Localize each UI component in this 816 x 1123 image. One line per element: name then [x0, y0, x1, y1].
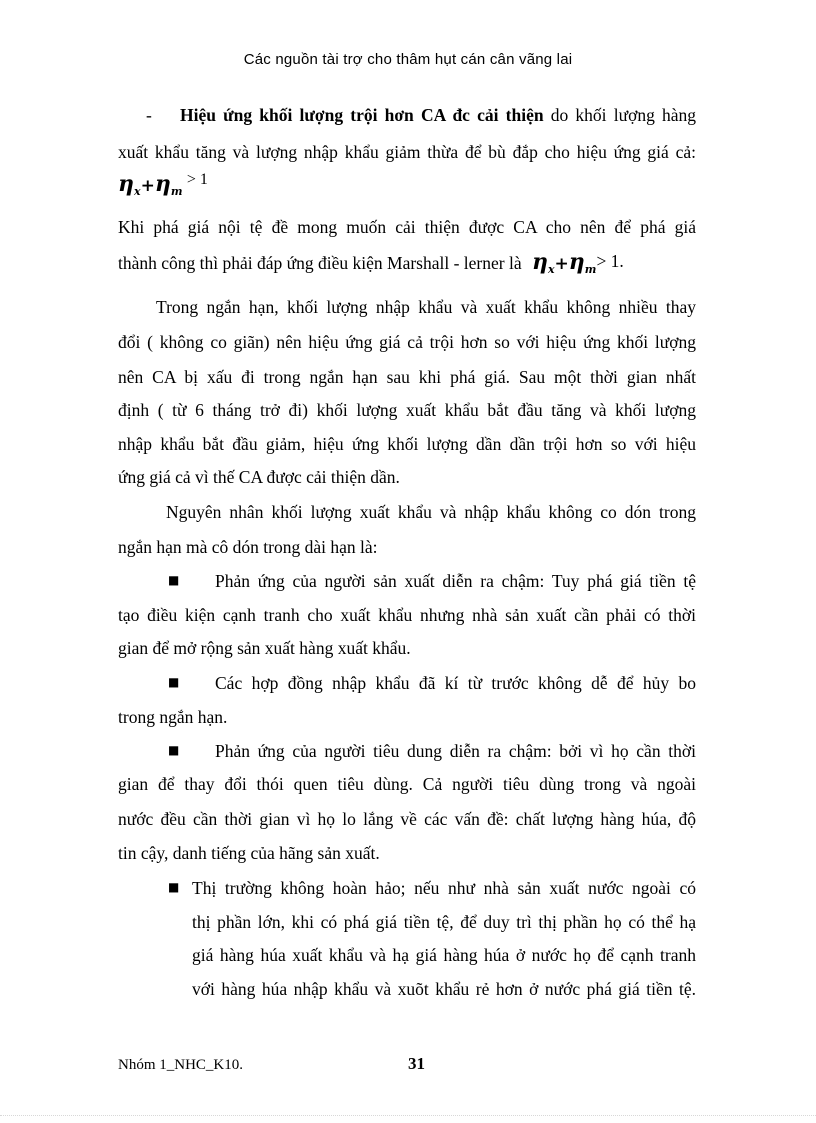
para3-line: đổi ( không co giãn) nên hiệu ứng giá cả trội hơn so với hiệu ứng khối lượng	[118, 332, 696, 352]
para1-bold-phrase: Hiệu ứng khối lượng trội hơn CA đc cải thiện	[180, 105, 544, 125]
bullet4-line: thị phần lớn, khi có phá giá tiền tệ, để duy trì thị phần họ có thể hạ	[192, 912, 696, 932]
para1-line2: xuất khẩu tăng và lượng nhập khẩu giảm thừa để bù đắp cho hiệu ứng giá cả:	[118, 142, 696, 162]
para2-line2	[118, 250, 624, 278]
greater-than-one: > 1	[186, 171, 208, 188]
para3-line: ứng giá cả vì thế CA được cải thiện dần.	[118, 467, 400, 487]
para4-line: ngắn hạn mà cô dón trong dài hạn là:	[118, 537, 378, 557]
eta-symbol: η	[118, 171, 134, 197]
running-header: Các nguồn tài trợ cho thâm hụt cán cân vãng lai	[243, 51, 573, 68]
bullet-square-icon: ■	[168, 880, 180, 894]
page-bottom-divider	[0, 1115, 816, 1116]
bullet-square-icon: ■	[168, 573, 180, 587]
para2-text: thành công thì phải đáp ứng điều kiện Marshall - lerner là	[118, 253, 522, 273]
subscript-x: x	[547, 263, 555, 276]
para3-line: Trong ngắn hạn, khối lượng nhập khẩu và xuất khẩu không nhiều thay	[156, 297, 696, 317]
subscript-m: m	[584, 263, 597, 276]
bullet4-line: với hàng húa nhập khẩu và xuõt khẩu rẻ hơn ở nước phá giá tiền tệ.	[192, 979, 696, 999]
bullet3-line: gian để thay đổi thói quen tiêu dùng. Cả người tiêu dùng trong và ngoài	[118, 774, 696, 794]
footer-group-label: Nhóm 1_NHC_K10.	[118, 1057, 244, 1073]
para1-line1	[180, 103, 696, 127]
bullet3-line: tin cậy, danh tiếng của hãng sản xuất.	[118, 843, 380, 863]
bullet1-line: tạo điều kiện cạnh tranh cho xuất khẩu nhưng nhà sản xuất cần phải có thời	[118, 605, 696, 625]
bullet4-line: giá hàng húa xuất khẩu và hạ giá hàng húa ở nước họ để cạnh tranh	[192, 945, 696, 965]
para1-rest: do khối lượng hàng	[543, 105, 697, 125]
bullet1-line: gian để mở rộng sản xuất hàng xuất khẩu.	[118, 638, 411, 658]
bullet2-line: Các hợp đồng nhập khẩu đã kí từ trước không dễ để hủy bo	[215, 673, 696, 693]
page-number: 31	[408, 1054, 425, 1073]
bullet-square-icon: ■	[168, 675, 180, 689]
para3-line: nhập khẩu bắt đầu giảm, hiệu ứng khối lượng dần dần trội hơn so với hiệu	[118, 434, 696, 454]
bullet3-line: Phản ứng của người tiêu dung diễn ra chậm: bởi vì họ cần thời	[215, 741, 696, 761]
para2-tail: > 1.	[596, 251, 624, 271]
eta-symbol: η	[154, 171, 171, 197]
para3-line: định ( từ 6 tháng trở đi) khối lượng xuất khẩu bắt đầu tăng và khối lượng	[118, 400, 696, 420]
subscript-m: m	[170, 185, 183, 198]
para3-line: nên CA bị xấu đi trong ngắn hạn sau khi phá giá. Sau một thời gian nhất	[118, 367, 696, 387]
para4-line: Nguyên nhân khối lượng xuất khẩu và nhập khẩu không co dón trong	[166, 502, 696, 522]
dash-marker: -	[146, 105, 152, 125]
bullet4-line: Thị trường không hoàn hảo; nếu như nhà sản xuất nước ngoài có	[192, 878, 696, 898]
plus-sign: +	[554, 254, 569, 274]
eta-symbol: η	[568, 249, 585, 275]
bullet-square-icon: ■	[168, 743, 180, 757]
bullet1-line: Phản ứng của người sản xuất diễn ra chậm: Tuy phá giá tiền tệ	[215, 571, 696, 591]
eta-symbol: η	[531, 249, 548, 275]
bullet3-line: nước đều cần thời gian vì họ lo lắng về các vấn đề: chất lượng hàng húa, độ	[118, 809, 696, 829]
formula-elasticity-sum	[118, 172, 208, 200]
bullet2-line: trong ngắn hạn.	[118, 707, 228, 727]
para2-line1: Khi phá giá nội tệ đề mong muốn cải thiện được CA cho nên để phá giá	[118, 217, 696, 237]
subscript-x: x	[134, 185, 141, 198]
plus-sign: +	[140, 176, 155, 196]
